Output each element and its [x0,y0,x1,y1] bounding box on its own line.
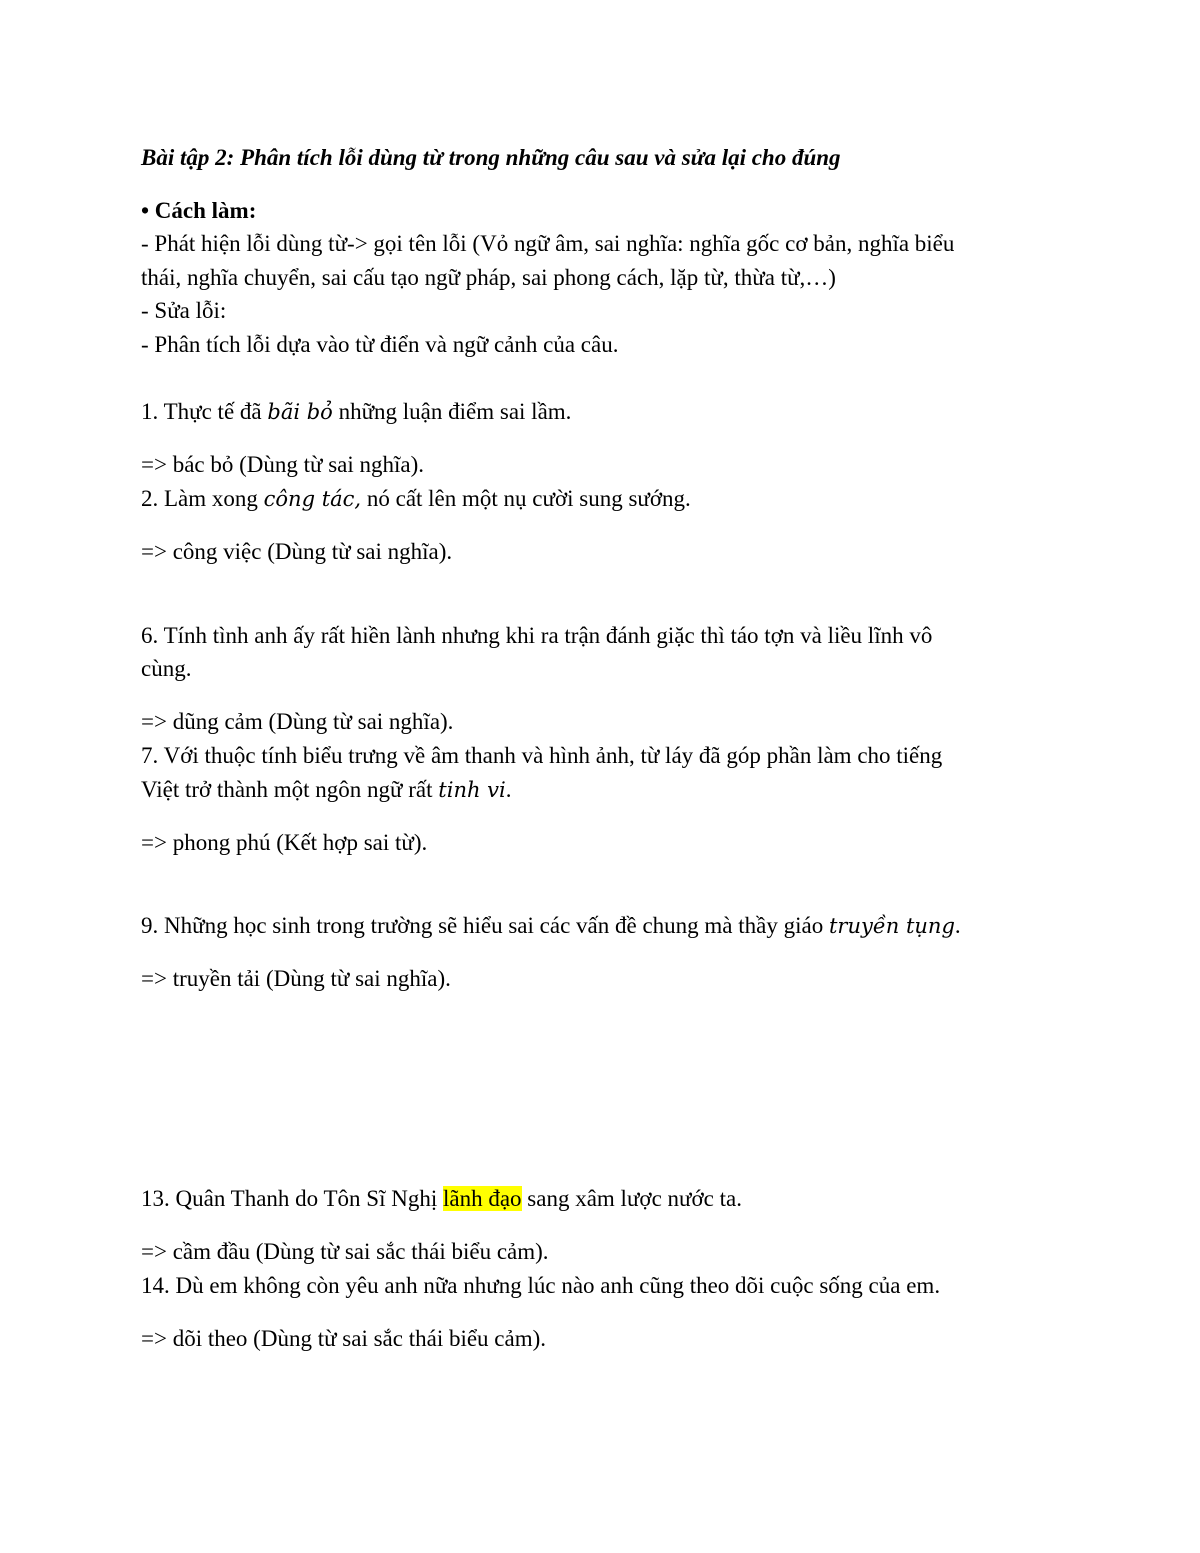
item-2-sentence [141,484,1061,514]
item-7-error-word: tinh vi [438,778,506,802]
exercise-title: Bài tập 2: Phân tích lỗi dùng từ trong những câu sau và sửa lại cho đúng [141,145,841,170]
item-7-post: . [505,777,512,802]
item-9-sentence [141,911,1061,941]
item-1-error-word: bãi bỏ [267,400,333,424]
item-6-line-1: 6. Tính tình anh ấy rất hiền lành nhưng khi ra trận đánh giặc thì táo tợn và liều lĩnh vô [141,623,933,648]
method-line-4: - Phân tích lỗi dựa vào từ điển và ngữ cảnh của câu. [141,332,619,357]
item-1-post: những luận điểm sai lầm. [332,399,572,424]
item-9-error-word: truyền tụng [828,914,955,938]
item-14-fix: => dõi theo (Dùng từ sai sắc thái biểu cảm). [141,1326,547,1351]
item-2-pre: 2. Làm xong [141,486,264,511]
item-13-sentence [141,1184,1061,1214]
method-line-2: thái, nghĩa chuyển, sai cấu tạo ngữ pháp, sai phong cách, lặp từ, thừa từ,…) [141,265,836,290]
item-1-pre: 1. Thực tế đã [141,399,268,424]
item-6-fix: => dũng cảm (Dùng từ sai nghĩa). [141,709,454,734]
item-9-fix: => truyền tải (Dùng từ sai nghĩa). [141,966,451,991]
item-7-fix: => phong phú (Kết hợp sai từ). [141,830,428,855]
method-line-1: - Phát hiện lỗi dùng từ-> gọi tên lỗi (Vỏ ngữ âm, sai nghĩa: nghĩa gốc cơ bản, nghĩa biểu [141,231,955,256]
item-13-post: sang xâm lược nước ta. [521,1186,742,1211]
item-13-highlighted-word: lãnh đạo [442,1186,522,1211]
item-14-sentence: 14. Dù em không còn yêu anh nữa nhưng lúc nào anh cũng theo dõi cuộc sống của em. [141,1273,941,1298]
item-7-line-2 [141,775,1061,805]
method-line-3: - Sửa lỗi: [141,298,227,323]
item-13-pre: 13. Quân Thanh do Tôn Sĩ Nghị [141,1186,443,1211]
item-1-fix: => bác bỏ (Dùng từ sai nghĩa). [141,452,425,477]
item-7-pre: Việt trở thành một ngôn ngữ rất [141,777,439,802]
item-13-fix: => cầm đầu (Dùng từ sai sắc thái biểu cảm). [141,1239,549,1264]
item-2-post: nó cất lên một nụ cười sung sướng. [361,486,691,511]
item-9-pre: 9. Những học sinh trong trường sẽ hiểu sai các vấn đề chung mà thầy giáo [141,913,829,938]
item-1-sentence [141,397,1061,427]
item-9-post: . [954,913,961,938]
item-2-fix: => công việc (Dùng từ sai nghĩa). [141,539,453,564]
method-heading: • Cách làm: [141,198,257,223]
item-2-error-word: công tác, [263,487,362,511]
item-6-line-2: cùng. [141,656,192,681]
item-7-line-1: 7. Với thuộc tính biểu trưng về âm thanh và hình ảnh, từ láy đã góp phần làm cho tiếng [141,743,943,768]
